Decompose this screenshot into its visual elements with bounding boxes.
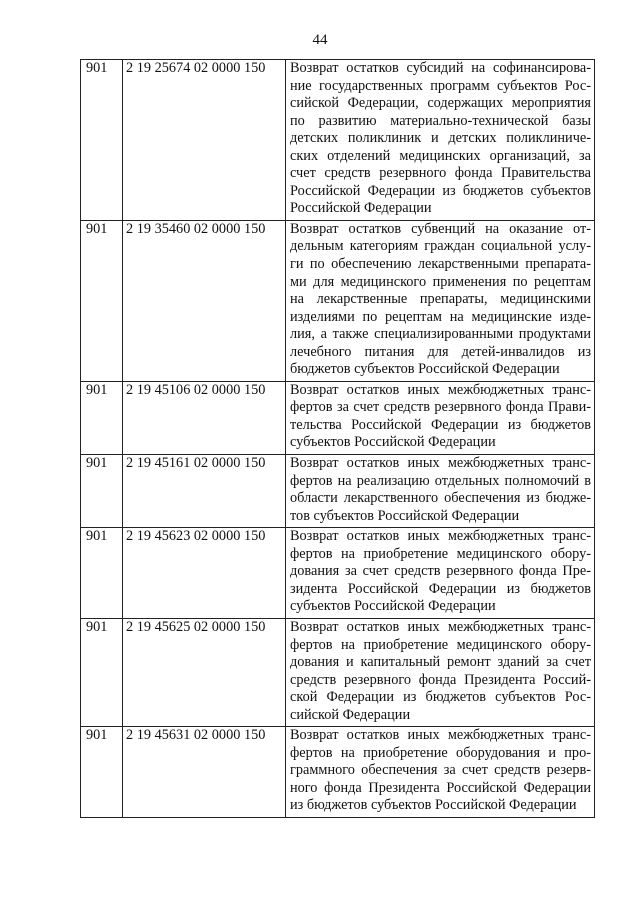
- description-line: тельства Российской Федерации из бюджетов: [290, 416, 591, 433]
- budget-code-cell: 2 19 45106 02 0000 150: [123, 381, 286, 454]
- description-cell: [286, 618, 595, 726]
- description-cell: [286, 60, 595, 221]
- description-line: фертов на приобретение оборудования и про-: [290, 744, 591, 761]
- description-cell: [286, 381, 595, 454]
- table-row: [81, 528, 595, 619]
- description-cell: [286, 528, 595, 619]
- description-line: фертов на приобретение медицинского обору-: [290, 636, 591, 653]
- budget-code-cell: 2 19 45161 02 0000 150: [123, 455, 286, 528]
- table-row: [81, 220, 595, 381]
- description-line: фертов на реализацию отдельных полномочий в: [290, 472, 591, 489]
- description-line: из бюджетов субъектов Российской Федерации: [290, 797, 577, 814]
- description-line: ских отделений медицинских организаций, за: [290, 147, 591, 164]
- description-line: Возврат остатков иных межбюджетных транс-: [290, 727, 591, 744]
- table-body: [81, 60, 595, 818]
- description-cell: [286, 455, 595, 528]
- description-line: области лекарственного обеспечения из бюдже-: [290, 490, 591, 507]
- table-row: [81, 455, 595, 528]
- admin-code-cell: 901: [81, 455, 123, 528]
- description-line: субъектов Российской Федерации: [290, 598, 496, 615]
- description-cell: [286, 220, 595, 381]
- description-line: на лекарственные препараты, медицинскими: [290, 291, 591, 308]
- description-line: по развитию материально-технической базы: [290, 112, 591, 129]
- description-line: зидента Российской Федерации из бюджетов: [290, 580, 591, 597]
- description-line: фертов на приобретение медицинского обору-: [290, 545, 591, 562]
- description-line: дования и капитальный ремонт зданий за счет: [290, 654, 591, 671]
- table-row: [81, 618, 595, 726]
- description-line: Российской Федерации из бюджетов субъектов: [290, 182, 591, 199]
- table-row: [81, 381, 595, 454]
- description-line: Возврат остатков иных межбюджетных транс-: [290, 528, 591, 545]
- budget-code-cell: 2 19 25674 02 0000 150: [123, 60, 286, 221]
- admin-code-cell: 901: [81, 727, 123, 818]
- description-cell: [286, 727, 595, 818]
- description-line: дования за счет средств резервного фонда Пре-: [290, 563, 591, 580]
- description-line: сийской Федерации: [290, 706, 411, 723]
- description-line: Российской Федерации: [290, 200, 432, 217]
- admin-code-cell: 901: [81, 60, 123, 221]
- description-line: дельным категориям граждан социальной услу-: [290, 238, 591, 255]
- description-line: ние государственных программ субъектов Рос-: [290, 77, 591, 94]
- description-line: Возврат остатков иных межбюджетных транс-: [290, 381, 591, 398]
- description-line: средств резервного фонда Президента Россий-: [290, 671, 591, 688]
- description-line: Возврат остатков субвенций на оказание от-: [290, 220, 591, 237]
- admin-code-cell: 901: [81, 528, 123, 619]
- budget-code-cell: 2 19 35460 02 0000 150: [123, 220, 286, 381]
- budget-code-cell: 2 19 45625 02 0000 150: [123, 618, 286, 726]
- page-number: 44: [312, 32, 328, 48]
- description-line: субъектов Российской Федерации: [290, 434, 496, 451]
- description-line: тов субъектов Российской Федерации: [290, 507, 520, 524]
- description-line: лечебного питания для детей-инвалидов из: [290, 343, 591, 360]
- description-line: ской Федерации из бюджетов субъектов Рос-: [290, 689, 591, 706]
- description-line: ного фонда Президента Российской Федерации: [290, 779, 591, 796]
- description-line: детских поликлиник и детских поликлиниче-: [290, 130, 591, 147]
- admin-code-cell: 901: [81, 220, 123, 381]
- description-line: изделиями по рецептам на медицинские изде-: [290, 308, 591, 325]
- description-line: бюджетов субъектов Российской Федерации: [290, 361, 560, 378]
- description-line: лия, а также специализированными продуктами: [290, 326, 591, 343]
- description-line: Возврат остатков субсидий на софинансирова-: [290, 60, 591, 76]
- description-line: фертов за счет средств резервного фонда Прави-: [290, 399, 591, 416]
- description-line: ми для медицинского применения по рецептам: [290, 273, 591, 290]
- budget-classification-table: [80, 59, 595, 818]
- description-line: счет средств резервного фонда Правительства: [290, 165, 591, 182]
- description-line: сийской Федерации, содержащих мероприятия: [290, 95, 591, 112]
- admin-code-cell: 901: [81, 381, 123, 454]
- budget-code-cell: 2 19 45631 02 0000 150: [123, 727, 286, 818]
- table-row: [81, 727, 595, 818]
- budget-code-cell: 2 19 45623 02 0000 150: [123, 528, 286, 619]
- description-line: Возврат остатков иных межбюджетных транс-: [290, 618, 591, 635]
- description-line: Возврат остатков иных межбюджетных транс-: [290, 455, 591, 472]
- description-line: граммного обеспечения за счет средств резерв-: [290, 762, 591, 779]
- description-line: ги по обеспечению лекарственными препарата-: [290, 256, 591, 273]
- table-row: [81, 60, 595, 221]
- admin-code-cell: 901: [81, 618, 123, 726]
